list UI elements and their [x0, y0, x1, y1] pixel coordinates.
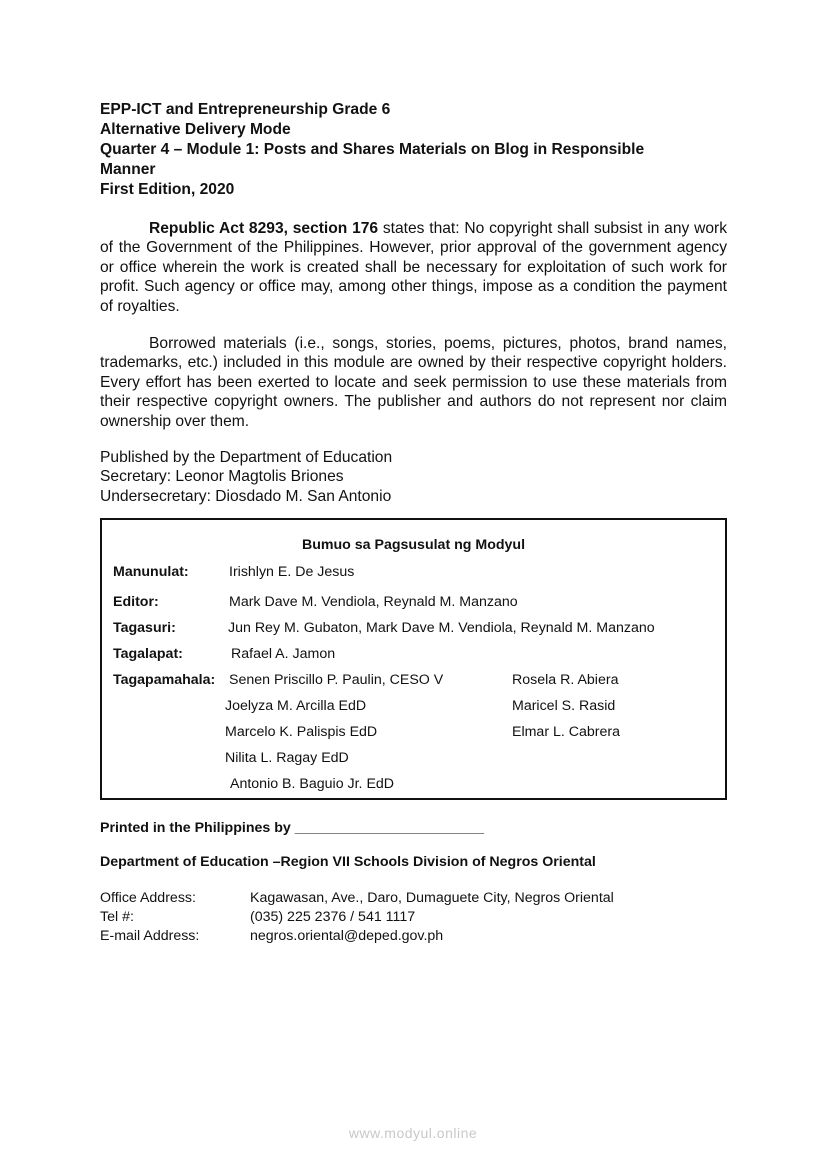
manager-name: Joelyza M. Arcilla EdD [225, 698, 367, 714]
republic-act-ref: Republic Act 8293, section 176 [149, 220, 379, 237]
credit-row-layout [113, 646, 336, 662]
credit-label: Tagasuri: [113, 620, 176, 636]
manager-name: Senen Priscillo P. Paulin, CESO V [229, 672, 444, 688]
publisher-info [100, 448, 392, 506]
contact-label: E-mail Address: [100, 928, 200, 944]
printed-by: Printed in the Philippines by ________________________ [100, 820, 485, 836]
secretary: Secretary: Leonor Magtolis Briones [100, 468, 344, 486]
watermark: www.modyul.online [348, 1125, 478, 1141]
telephone [100, 909, 415, 925]
credit-value: Rafael A. Jamon [231, 646, 336, 662]
credit-row-reviewer [113, 620, 655, 636]
module-title: Quarter 4 – Module 1: Posts and Shares Materials on Blog in Responsible [100, 141, 645, 158]
contact-label: Office Address: [100, 890, 196, 906]
deped-division: Department of Education –Region VII Schools Division of Negros Oriental [100, 854, 596, 870]
credit-value: Mark Dave M. Vendiola, Reynald M. Manzano [229, 594, 518, 610]
contact-value: negros.oriental@deped.gov.ph [250, 928, 444, 944]
manager-name: Rosela R. Abiera [512, 672, 619, 688]
undersecretary: Undersecretary: Diosdado M. San Antonio [100, 487, 392, 505]
manager-name: Antonio B. Baguio Jr. EdD [230, 776, 395, 792]
copyright-text: states that: No copyright shall subsist in any work of the Government of the Philippines. However, prior approval of the government agency or office wherein the work is created shall be necessary for exploitation of such work for profit. Such agency or office may, among other things, impose as a condition the payment of royalties. [100, 220, 727, 315]
credit-row-writer [113, 564, 355, 580]
credit-row-editor [113, 594, 518, 610]
published-by: Published by the Department of Education [100, 449, 393, 466]
contact-value: (035) 225 2376 / 541 1117 [250, 909, 416, 925]
credit-label: Editor: [113, 594, 159, 610]
credit-row-managers [113, 672, 215, 688]
credit-label: Manunulat: [113, 564, 189, 580]
module-title-cont: Manner [100, 161, 156, 178]
contact-value: Kagawasan, Ave., Daro, Dumaguete City, Negros Oriental [250, 890, 614, 906]
manager-name: Nilita L. Ragay EdD [225, 750, 349, 766]
delivery-mode: Alternative Delivery Mode [100, 121, 291, 138]
credit-value: Jun Rey M. Gubaton, Mark Dave M. Vendiola, Reynald M. Manzano [228, 620, 655, 636]
credit-label: Tagalapat: [113, 646, 183, 662]
copyright-paragraph [100, 219, 727, 316]
credits-title: Bumuo sa Pagsusulat ng Modyul [301, 537, 526, 553]
subject-title: EPP-ICT and Entrepreneurship Grade 6 [100, 101, 391, 118]
credit-label: Tagapamahala: [113, 672, 216, 688]
manager-name: Maricel S. Rasid [512, 698, 616, 714]
office-address [100, 890, 614, 906]
manager-name: Marcelo K. Palispis EdD [225, 724, 378, 740]
contact-label: Tel #: [100, 909, 134, 925]
manager-name: Elmar L. Cabrera [512, 724, 621, 740]
edition: First Edition, 2020 [100, 181, 235, 198]
email-address [100, 928, 443, 944]
borrowed-materials-paragraph: Borrowed materials (i.e., songs, stories, poems, pictures, photos, brand names, trademarks, etc.) included in this module are owned by their respective copyright holders. Every effort has been exerted to locate and seek permission to use these materials from their respective copyright owners. The publisher and authors do not represent nor claim ownership over them. [100, 335, 727, 430]
module-title-block [100, 100, 727, 200]
credit-value: Irishlyn E. De Jesus [229, 564, 355, 580]
credits-box [100, 518, 727, 800]
